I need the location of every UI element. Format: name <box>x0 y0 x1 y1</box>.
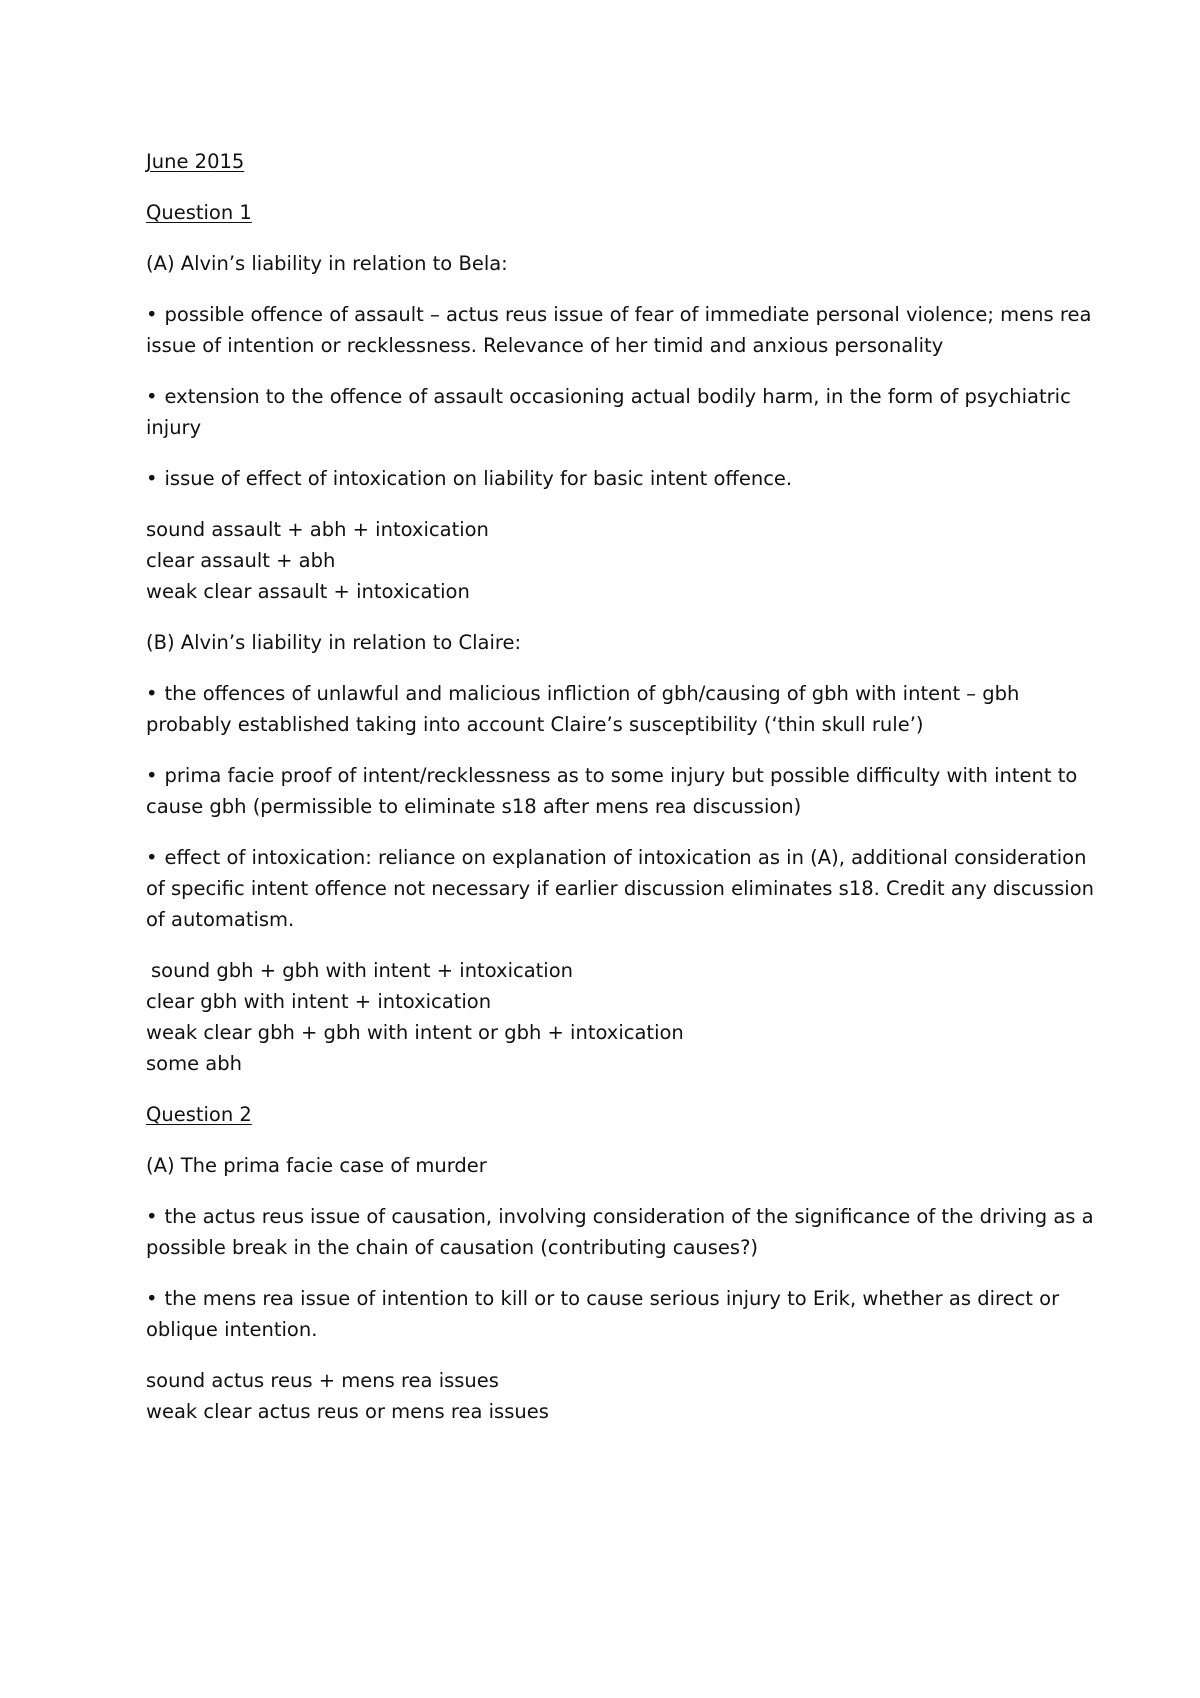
q1-part-b-grades <box>146 955 1096 1079</box>
grade-line: clear assault + abh <box>146 549 336 572</box>
question-2-heading: Question 2 <box>146 1103 252 1126</box>
q1-part-b-bullet: • prima facie proof of intent/recklessness as to some injury but possible difficulty with intent to cause gbh (permissible to eliminate s18 after mens rea discussion) <box>146 760 1096 822</box>
q1-part-b-title: (B) Alvin’s liability in relation to Claire: <box>146 631 522 654</box>
grade-line: weak clear actus reus or mens rea issues <box>146 1400 549 1423</box>
q1-part-a-title: (A) Alvin’s liability in relation to Bela: <box>146 252 508 275</box>
document-page <box>146 146 1096 1447</box>
q1-part-b-bullet: • the offences of unlawful and malicious infliction of gbh/causing of gbh with intent – gbh probably established taking into account Claire’s susceptibility (‘thin skull rule’) <box>146 678 1096 740</box>
grade-line: sound actus reus + mens rea issues <box>146 1369 499 1392</box>
q1-part-b-bullet: • effect of intoxication: reliance on explanation of intoxication as in (A), additional consideration of specific intent offence not necessary if earlier discussion eliminates s18. Credit any discussion of automatism. <box>146 842 1096 935</box>
q1-part-a-grades <box>146 514 1096 607</box>
q1-part-a-bullet: • extension to the offence of assault occasioning actual bodily harm, in the form of psychiatric injury <box>146 381 1096 443</box>
grade-line: sound gbh + gbh with intent + intoxication <box>151 959 574 982</box>
grade-line: clear gbh with intent + intoxication <box>146 990 492 1013</box>
document-date: June 2015 <box>146 150 245 173</box>
q2-part-a-bullet: • the mens rea issue of intention to kill or to cause serious injury to Erik, whether as direct or oblique intention. <box>146 1283 1096 1345</box>
q2-part-a-bullet: • the actus reus issue of causation, involving consideration of the significance of the driving as a possible break in the chain of causation (contributing causes?) <box>146 1201 1096 1263</box>
q1-part-a-bullet: • issue of effect of intoxication on liability for basic intent offence. <box>146 463 1096 494</box>
grade-line: sound assault + abh + intoxication <box>146 518 489 541</box>
q2-part-a-title: (A) The prima facie case of murder <box>146 1154 487 1177</box>
grade-line: weak clear gbh + gbh with intent or gbh + intoxication <box>146 1021 684 1044</box>
q2-part-a-grades <box>146 1365 1096 1427</box>
question-1-heading: Question 1 <box>146 201 252 224</box>
q1-part-a-bullet: • possible offence of assault – actus reus issue of fear of immediate personal violence; mens rea issue of intention or recklessness. Relevance of her timid and anxious personality <box>146 299 1096 361</box>
grade-line: some abh <box>146 1052 242 1075</box>
grade-line: weak clear assault + intoxication <box>146 580 470 603</box>
